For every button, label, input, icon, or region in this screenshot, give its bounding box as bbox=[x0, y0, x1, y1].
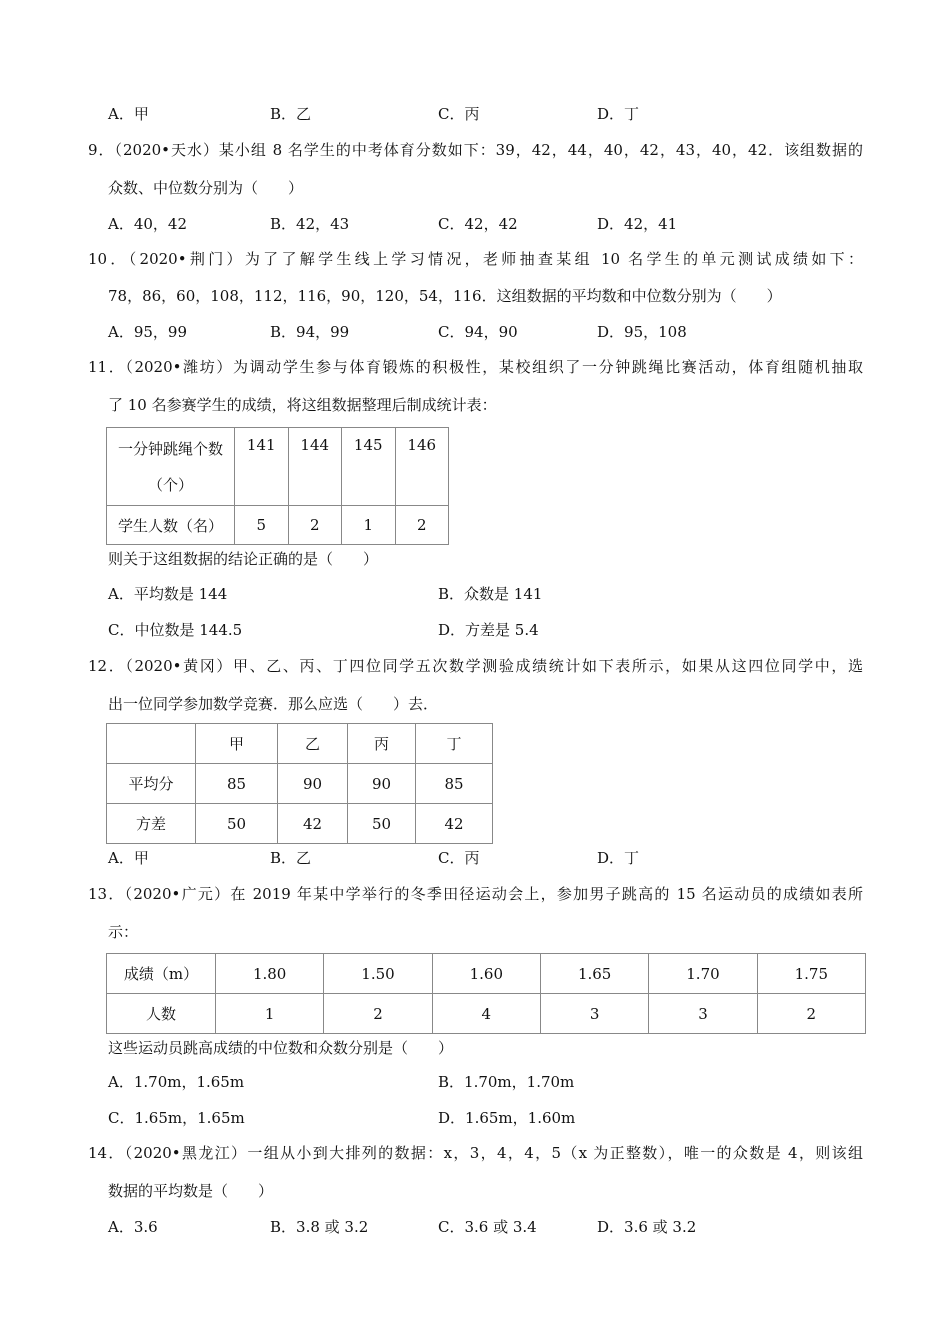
q11-table-cell: 2 bbox=[395, 506, 449, 545]
q9-option-c: C．42，42 bbox=[438, 215, 518, 233]
q13-table-cell: 1.50 bbox=[324, 954, 432, 994]
q11-option-c: C．中位数是 144.5 bbox=[108, 621, 243, 639]
q13-table-cell: 1.75 bbox=[757, 954, 865, 994]
q12-table-header: 丁 bbox=[416, 724, 493, 764]
q11-option-d: D．方差是 5.4 bbox=[438, 621, 539, 639]
q12-table-row-label: 方差 bbox=[107, 804, 196, 844]
q12-table-row-label: 平均分 bbox=[107, 764, 196, 804]
q11-table-cell: 141 bbox=[235, 428, 289, 506]
q12-table-header: 丙 bbox=[348, 724, 416, 764]
q12-option-b: B．乙 bbox=[270, 849, 312, 867]
q8-option-a: A．甲 bbox=[108, 105, 149, 123]
q12-table-header-empty bbox=[107, 724, 196, 764]
q13-stem-line1: 13．（2020•广元）在 2019 年某中学举行的冬季田径运动会上，参加男子跳高的 15 名运动员的成绩如表所 bbox=[88, 885, 863, 903]
q13-stem-line2: 示： bbox=[108, 923, 139, 941]
q13-question: 这些运动员跳高成绩的中位数和众数分别是（ ） bbox=[108, 1039, 454, 1057]
q13-table-cell: 2 bbox=[324, 994, 432, 1034]
q11-stem-line1: 11．（2020•潍坊）为调动学生参与体育锻炼的积极性，某校组织了一分钟跳绳比赛活动，体育组随机抽取 bbox=[88, 358, 863, 376]
q12-option-d: D．丁 bbox=[597, 849, 640, 867]
q9-option-d: D．42，41 bbox=[597, 215, 678, 233]
q9-stem-line2: 众数、中位数分别为（ ） bbox=[108, 179, 304, 197]
q12-option-c: C．丙 bbox=[438, 849, 480, 867]
q13-table-cell: 4 bbox=[432, 994, 540, 1034]
q13-table-cell: 2 bbox=[757, 994, 865, 1034]
q12-table-cell: 42 bbox=[278, 804, 348, 844]
q12-option-a: A．甲 bbox=[108, 849, 149, 867]
q10-stem-line2: 78，86，60，108，112，116，90，120，54，116．这组数据的平均数和中位数分别为（ ） bbox=[108, 287, 782, 305]
q11-table-cell: 145 bbox=[342, 428, 396, 506]
q13-table-cell: 1.65 bbox=[540, 954, 648, 994]
q13-table-row2-label: 人数 bbox=[107, 994, 216, 1034]
q12-table-cell: 85 bbox=[416, 764, 493, 804]
q13-table-cell: 1.80 bbox=[216, 954, 324, 994]
q11-table-row1-label bbox=[107, 428, 235, 506]
q13-table-cell: 1 bbox=[216, 994, 324, 1034]
q14-stem-line1: 14．（2020•黑龙江）一组从小到大排列的数据：x，3，4，4，5（x 为正整数），唯一的众数是 4，则该组 bbox=[88, 1144, 863, 1162]
q9-stem-line1: 9．（2020•天水）某小组 8 名学生的中考体育分数如下：39，42，44，40，42，43，40，42．该组数据的 bbox=[88, 141, 863, 159]
q12-stem-line2: 出一位同学参加数学竞赛．那么应选（ ）去． bbox=[108, 695, 439, 713]
q11-stem-line2: 了 10 名参赛学生的成绩，将这组数据整理后制成统计表： bbox=[108, 396, 497, 414]
q10-option-c: C．94，90 bbox=[438, 323, 518, 341]
q13-table-cell: 1.60 bbox=[432, 954, 540, 994]
q14-stem-line2: 数据的平均数是（ ） bbox=[108, 1182, 274, 1200]
q12-table-cell: 85 bbox=[196, 764, 278, 804]
q9-option-b: B．42，43 bbox=[270, 215, 350, 233]
q8-option-c: C．丙 bbox=[438, 105, 480, 123]
q11-table-cell: 1 bbox=[342, 506, 396, 545]
q10-option-d: D．95，108 bbox=[597, 323, 687, 341]
q12-table-cell: 90 bbox=[278, 764, 348, 804]
q8-option-b: B．乙 bbox=[270, 105, 312, 123]
q11-table-row1-label-a: 一分钟跳绳个数 bbox=[117, 439, 223, 458]
q11-question: 则关于这组数据的结论正确的是（ ） bbox=[108, 550, 379, 568]
q13-option-c: C．1.65m，1.65m bbox=[108, 1109, 245, 1127]
q8-option-d: D．丁 bbox=[597, 105, 640, 123]
q14-option-d: D．3.6 或 3.2 bbox=[597, 1218, 697, 1236]
q12-table-cell: 90 bbox=[348, 764, 416, 804]
q13-table-row1-label: 成绩（m） bbox=[107, 954, 216, 994]
q12-table-header: 乙 bbox=[278, 724, 348, 764]
q10-stem-line1: 10．（2020•荆门）为了了解学生线上学习情况，老师抽查某组 10 名学生的单元测试成绩如下： bbox=[88, 250, 863, 268]
q9-option-a: A．40，42 bbox=[108, 215, 188, 233]
q14-option-c: C．3.6 或 3.4 bbox=[438, 1218, 537, 1236]
q12-table-cell: 50 bbox=[348, 804, 416, 844]
q14-option-b: B．3.8 或 3.2 bbox=[270, 1218, 369, 1236]
q14-option-a: A．3.6 bbox=[108, 1218, 158, 1236]
q11-table-row1-label-b: （个） bbox=[147, 475, 193, 494]
q11-table-cell: 144 bbox=[288, 428, 342, 506]
q12-table-header: 甲 bbox=[196, 724, 278, 764]
q11-option-b: B．众数是 141 bbox=[438, 585, 543, 603]
q12-stem-line1: 12．（2020•黄冈）甲、乙、丙、丁四位同学五次数学测验成绩统计如下表所示，如果从这四位同学中，选 bbox=[88, 657, 863, 675]
q13-option-d: D．1.65m，1.60m bbox=[438, 1109, 576, 1127]
q13-option-a: A．1.70m，1.65m bbox=[108, 1073, 245, 1091]
q11-option-a: A．平均数是 144 bbox=[108, 585, 228, 603]
q13-table-cell: 3 bbox=[540, 994, 648, 1034]
q11-table-row2-label: 学生人数（名） bbox=[107, 506, 235, 545]
q12-table-cell: 42 bbox=[416, 804, 493, 844]
q13-table bbox=[106, 953, 866, 1034]
q13-table-cell: 3 bbox=[649, 994, 757, 1034]
q10-option-a: A．95，99 bbox=[108, 323, 188, 341]
q11-table-cell: 146 bbox=[395, 428, 449, 506]
q11-table bbox=[106, 427, 449, 545]
q13-table-cell: 1.70 bbox=[649, 954, 757, 994]
q12-table-cell: 50 bbox=[196, 804, 278, 844]
q12-table bbox=[106, 723, 493, 844]
q10-option-b: B．94，99 bbox=[270, 323, 350, 341]
q11-table-cell: 2 bbox=[288, 506, 342, 545]
q13-option-b: B．1.70m，1.70m bbox=[438, 1073, 575, 1091]
q11-table-cell: 5 bbox=[235, 506, 289, 545]
